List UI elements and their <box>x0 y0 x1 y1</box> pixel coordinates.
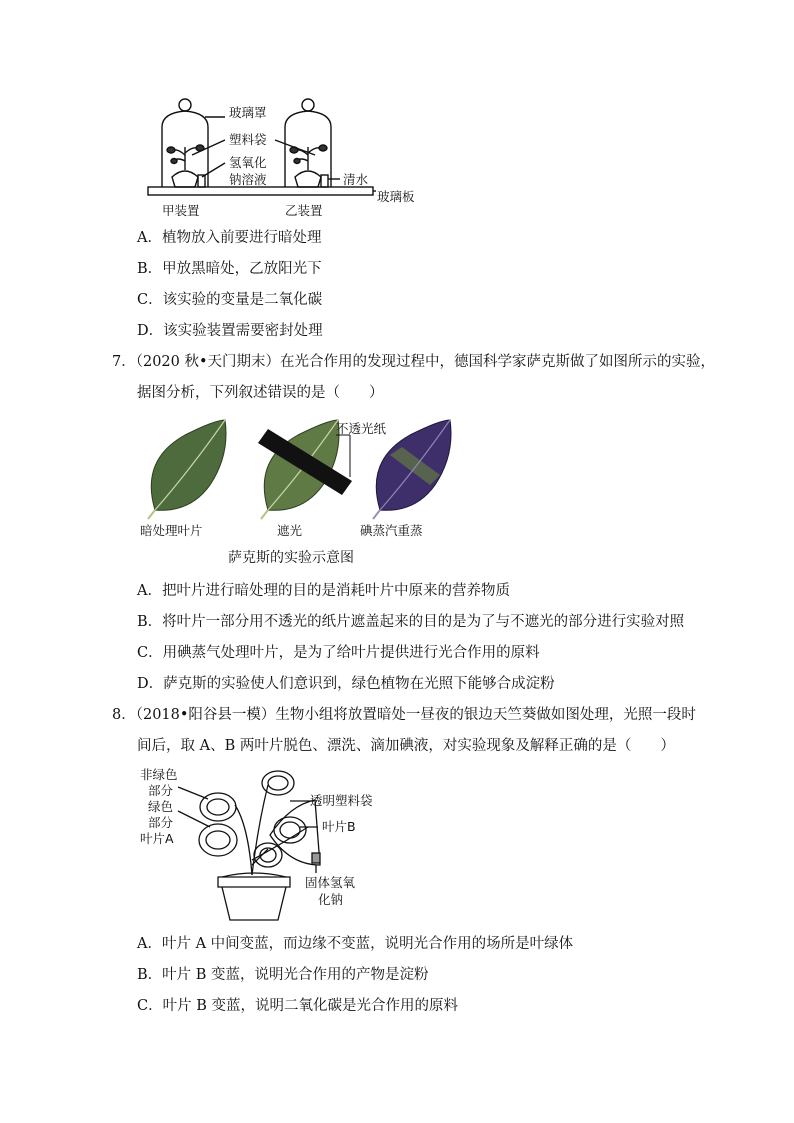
label-leaf-b: 叶片B <box>322 819 356 834</box>
label-glass-cover: 玻璃罩 <box>229 105 267 120</box>
label-nongreen-line2: 部分 <box>148 783 174 798</box>
label-device-b: 乙装置 <box>285 203 323 218</box>
q7-option-a: A．把叶片进行暗处理的目的是消耗叶片中原来的营养物质 <box>137 583 510 599</box>
label-opaque-paper: 不透光纸 <box>336 421 387 436</box>
q8-stem-line2: 间后，取 A、B 两叶片脱色、漂洗、滴加碘液，对实验现象及解释正确的是（ ） <box>137 738 675 754</box>
label-naoh-line1: 氢氧化 <box>229 155 267 170</box>
label-naoh-line2: 钠溶液 <box>229 172 267 187</box>
label-plastic-bag: 塑料袋 <box>229 132 267 147</box>
label-solid-naoh-line1: 固体氢氧 <box>305 875 356 890</box>
label-device-a: 甲装置 <box>162 203 200 218</box>
label-leaf-a: 叶片A <box>140 831 174 846</box>
q7-option-b: B．将叶片一部分用不透光的纸片遮盖起来的目的是为了与不遮光的部分进行实验对照 <box>137 614 685 630</box>
figure-caption: 萨克斯的实验示意图 <box>228 550 354 566</box>
q8-stem-line1: 8．（2018•阳谷县一模）生物小组将放置暗处一昼夜的银边天竺葵做如图处理，光照一段时 <box>112 707 696 723</box>
q8-option-c: C．叶片 B 变蓝，说明二氧化碳是光合作用的原料 <box>137 998 458 1014</box>
label-glass-plate: 玻璃板 <box>377 189 415 204</box>
label-nongreen-line1: 非绿色 <box>140 767 178 782</box>
q7-option-c: C．用碘蒸气处理叶片，是为了给叶片提供进行光合作用的原料 <box>137 645 540 661</box>
label-green-line2: 部分 <box>148 815 174 830</box>
q8-option-b: B．叶片 B 变蓝，说明光合作用的产物是淀粉 <box>137 967 429 983</box>
q6-option-c: C．该实验的变量是二氧化碳 <box>137 292 323 308</box>
label-iodine-steam: 碘蒸汽重蒸 <box>360 523 423 538</box>
q7-stem-line2: 据图分析，下列叙述错误的是（ ） <box>137 385 384 401</box>
label-shading: 遮光 <box>277 523 303 538</box>
sachs-experiment-figure <box>140 415 460 565</box>
q6-option-d: D．该实验装置需要密封处理 <box>137 323 323 339</box>
label-green-line1: 绿色 <box>148 799 174 814</box>
q7-option-d: D．萨克斯的实验使人们意识到，绿色植物在光照下能够合成淀粉 <box>137 676 555 692</box>
label-water: 清水 <box>343 172 369 187</box>
q6-option-b: B．甲放黑暗处，乙放阳光下 <box>137 261 322 277</box>
geranium-figure <box>140 765 400 925</box>
q8-option-a: A．叶片 A 中间变蓝，而边缘不变蓝，说明光合作用的场所是叶绿体 <box>137 936 574 952</box>
geranium-drawing <box>140 765 400 925</box>
q7-stem-line1: 7．（2020 秋•天门期末）在光合作用的发现过程中，德国科学家萨克斯做了如图所示的实验， <box>112 354 716 370</box>
label-transparent-bag: 透明塑料袋 <box>310 793 373 808</box>
label-dark-treated-leaf: 暗处理叶片 <box>140 523 203 538</box>
leaves-drawing <box>140 415 460 525</box>
bell-jar-figure <box>140 95 440 220</box>
q6-option-a: A．植物放入前要进行暗处理 <box>137 230 322 246</box>
label-solid-naoh-line2: 化钠 <box>318 892 344 907</box>
